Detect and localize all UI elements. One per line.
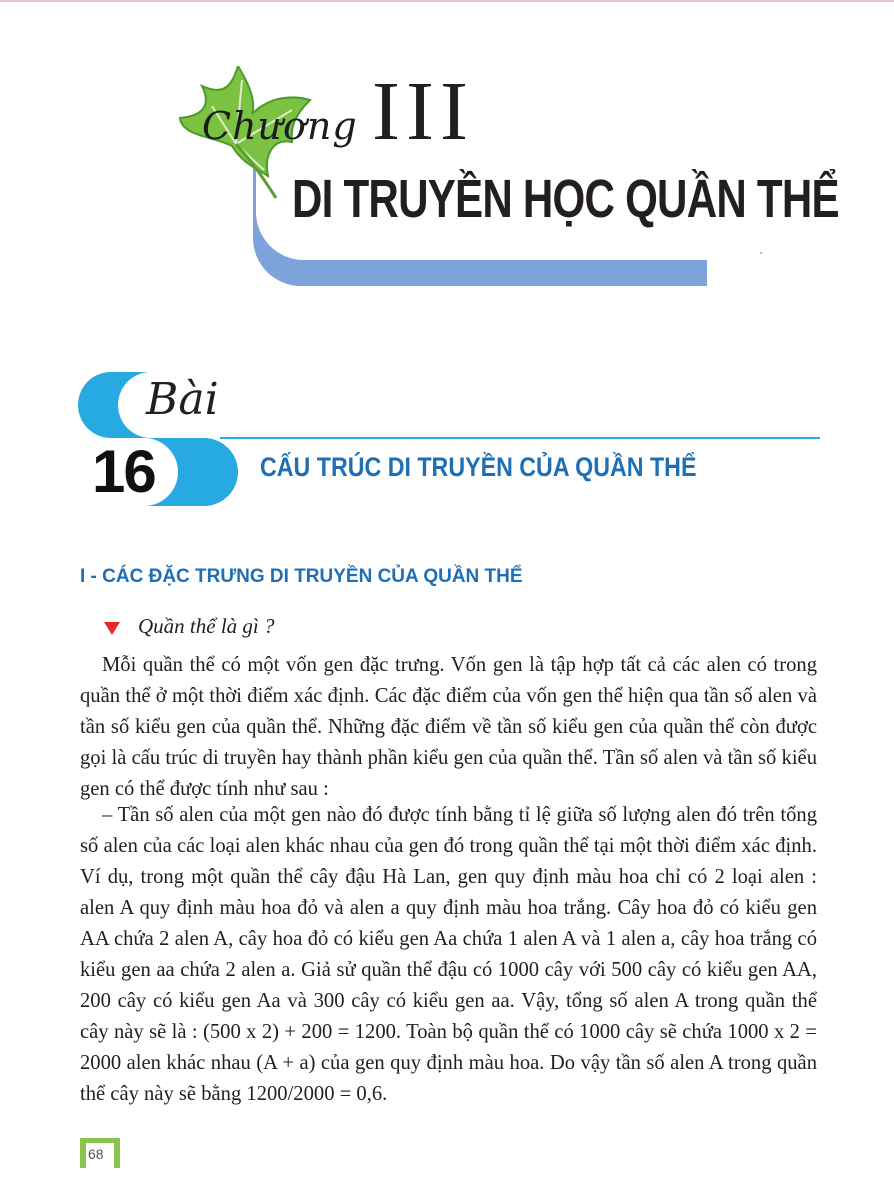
paragraph: Mỗi quần thể có một vốn gen đặc trưng. Vốn gen là tập hợp tất cả các alen có trong quần thể ở một thời điểm xác định. Các đặc điểm của vốn gen thể hiện qua tần số alen và tần số kiểu gen của quần thể. Những đặc điểm về tần số kiểu gen của quần thể còn được gọi là cấu trúc di truyền hay thành phần kiểu gen của quần thể. Tần số alen và tần số kiểu gen có thể được tính như sau : xyxy=(80,654,817,800)
stray-dot xyxy=(760,252,762,254)
chapter-number: III xyxy=(372,65,474,158)
lesson-label: Bài xyxy=(146,374,219,425)
question-text xyxy=(104,614,275,639)
section-heading: I - CÁC ĐẶC TRƯNG DI TRUYỀN CỦA QUẦN THỂ xyxy=(80,566,523,587)
paragraph: – Tần số alen của một gen nào đó được tính bằng tỉ lệ giữa số lượng alen đó trên tổng số alen của các loại alen khác nhau của gen đó trong quần thể tại một thời điểm xác định. Ví dụ, trong một quần thể cây đậu Hà Lan, gen quy định màu hoa chỉ có 2 loại alen : alen A quy định màu hoa đỏ và alen a quy định màu hoa trắng. Cây hoa đỏ có kiểu gen AA chứa 2 alen A, cây hoa đỏ có kiểu gen Aa chứa 1 alen A và 1 alen a, cây hoa trắng có kiểu gen aa chứa 2 alen a. Giả sử quần thể đậu có 1000 cây với 500 cây có kiểu gen AA, 200 cây có kiểu gen Aa và 300 cây có kiểu gen aa. Vậy, tổng số alen A trong quần thể cây này sẽ là : (500 x 2) + 200 = 1200. Toàn bộ quần thể có 1000 cây sẽ chứa 1000 x 2 = 2000 alen khác nhau (A + a) của gen quy định màu hoa. Do vậy tần số alen A trong quần thể cây này sẽ bằng 1200/2000 = 0,6. xyxy=(80,804,817,1105)
chapter-label: Chương xyxy=(202,104,358,148)
chapter-title: DI TRUYỀN HỌC QUẦN THỂ xyxy=(292,169,839,229)
question-label: Quần thể là gì ? xyxy=(138,614,275,638)
top-rule xyxy=(0,0,894,2)
page-number: 68 xyxy=(88,1146,104,1162)
lesson-rule xyxy=(220,437,820,439)
lesson-title: CẤU TRÚC DI TRUYỀN CỦA QUẦN THỂ xyxy=(260,452,697,482)
lesson-number: 16 xyxy=(92,438,155,505)
